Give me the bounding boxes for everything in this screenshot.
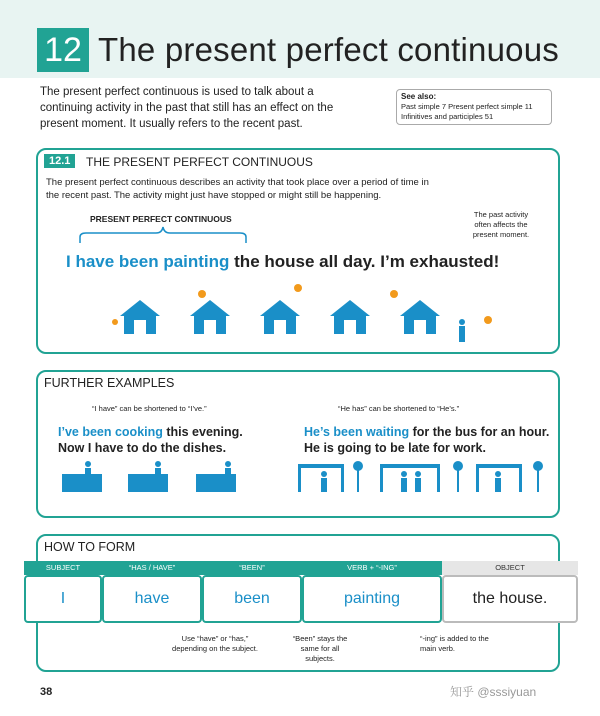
note-ing: “-ing” is added to the main verb. xyxy=(420,634,489,653)
ex2-note: “He has” can be shortened to “He’s.” xyxy=(338,404,460,413)
header-subject: SUBJECT xyxy=(24,561,102,575)
watermark: 知乎 @sssiyuan xyxy=(450,685,537,699)
form-title: HOW TO FORM xyxy=(44,540,136,554)
header-verb-ing: VERB + “-ING” xyxy=(302,561,442,575)
word-subject: I xyxy=(24,575,102,623)
ex2-highlight: He’s been waiting xyxy=(304,425,410,439)
note-has-have: Use “have” or “has,” depending on the subject. xyxy=(172,634,258,653)
example-sentence xyxy=(66,252,499,272)
section-tag: 12.1 xyxy=(44,154,75,168)
see-also-box xyxy=(396,89,552,125)
word-object: the house. xyxy=(442,575,578,623)
ex2-sentence xyxy=(304,424,549,456)
page-number: 38 xyxy=(40,686,53,698)
ex1-rest: this evening. xyxy=(162,425,243,439)
sentence-highlight: I have been painting xyxy=(66,252,230,271)
see-also-label: See also: xyxy=(401,92,437,101)
word-verb-ing: painting xyxy=(302,575,442,623)
houses-illustration xyxy=(100,282,520,348)
ex1-sentence xyxy=(58,424,243,456)
ex2-line2: He is going to be late for work. xyxy=(304,441,486,455)
cooking-illustration xyxy=(58,460,258,496)
ex2-rest: for the bus for an hour. xyxy=(409,425,550,439)
unit-number: 12 xyxy=(37,28,89,72)
ex1-line2: Now I have to do the dishes. xyxy=(58,441,227,455)
section-desc: The present perfect continuous describes an activity that took place over a period of time in the recent past. The activity might just have stopped or might still be happening. xyxy=(46,177,429,201)
bracket-label: PRESENT PERFECT CONTINUOUS xyxy=(90,214,232,224)
ex1-note: “I have” can be shortened to “I’ve.” xyxy=(92,404,207,413)
see-also-line2: Infinitives and participles 51 xyxy=(401,112,494,121)
header-object: OBJECT xyxy=(442,561,578,575)
ex1-highlight: I’ve been cooking xyxy=(58,425,163,439)
side-note: The past activity often affects the present moment. xyxy=(472,210,530,239)
page-title: The present perfect continuous xyxy=(98,31,559,68)
word-has-have: have xyxy=(102,575,202,623)
see-also-line1: Past simple 7 Present perfect simple 11 xyxy=(401,102,533,111)
bus-stop-illustration xyxy=(294,460,550,496)
header-been: “BEEN” xyxy=(202,561,302,575)
sentence-rest: the house all day. I’m exhausted! xyxy=(229,252,500,271)
bracket-icon xyxy=(78,225,248,245)
note-been: “Been” stays the same for all subjects. xyxy=(292,634,348,663)
further-title: FURTHER EXAMPLES xyxy=(44,376,175,390)
section-title: THE PRESENT PERFECT CONTINUOUS xyxy=(86,155,313,169)
header-has-have: “HAS / HAVE” xyxy=(102,561,202,575)
intro-text: The present perfect continuous is used to talk about a continuing activity in the past that still has an effect on the present moment. It usually refers to the recent past. xyxy=(40,86,334,130)
word-been: been xyxy=(202,575,302,623)
